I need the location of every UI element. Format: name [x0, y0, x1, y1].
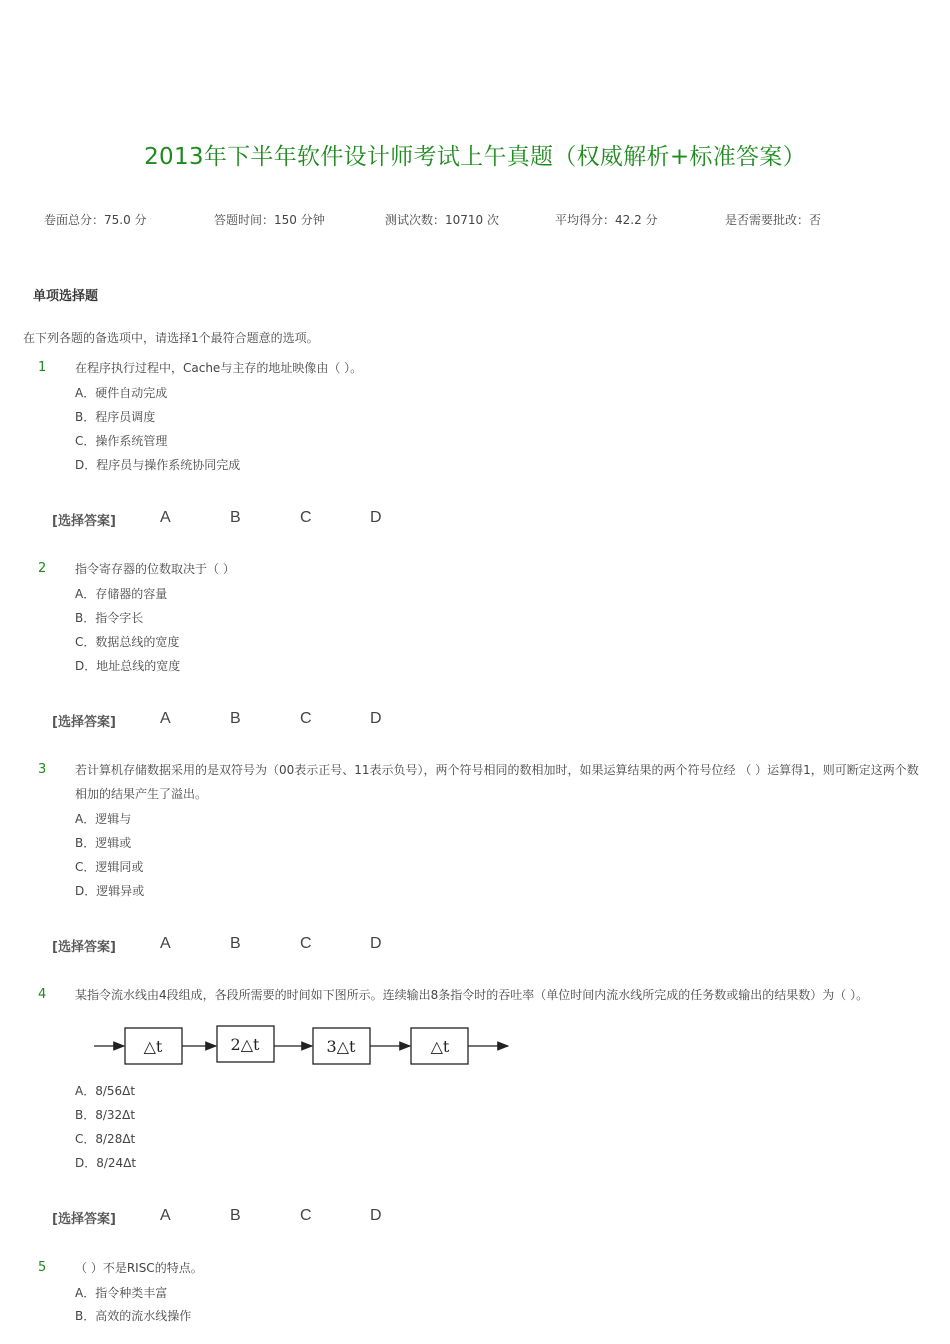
- answer-option-c[interactable]: C: [300, 1207, 312, 1224]
- question-text: 指令寄存器的位数取决于（ ）: [75, 562, 235, 576]
- answer-option-c[interactable]: C: [300, 710, 312, 727]
- option-c: C．操作系统管理: [75, 434, 168, 448]
- answer-label: [选择答案]: [52, 514, 116, 529]
- answer-option-d[interactable]: D: [370, 935, 382, 952]
- answer-option-b[interactable]: B: [230, 710, 241, 727]
- option-b: B．高效的流水线操作: [75, 1309, 192, 1323]
- option-c: C．数据总线的宽度: [75, 635, 180, 649]
- answer-option-b[interactable]: B: [230, 509, 241, 526]
- option-b: B．程序员调度: [75, 410, 156, 424]
- answer-option-b[interactable]: B: [230, 1207, 241, 1224]
- pipeline-stage-label: △t: [143, 1037, 163, 1056]
- answer-option-c[interactable]: C: [300, 509, 312, 526]
- answer-option-a[interactable]: A: [160, 710, 171, 727]
- option-d: D．逻辑异或: [75, 884, 145, 898]
- answer-option-d[interactable]: D: [370, 509, 382, 526]
- answer-label: [选择答案]: [52, 715, 116, 730]
- option-c: C．逻辑同或: [75, 860, 144, 874]
- pipeline-diagram: [90, 1022, 520, 1072]
- answer-option-a[interactable]: A: [160, 935, 171, 952]
- answer-option-d[interactable]: D: [370, 1207, 382, 1224]
- answer-row: [52, 1208, 552, 1228]
- answer-label: [选择答案]: [52, 940, 116, 955]
- answer-row: [52, 510, 552, 530]
- option-b: B．逻辑或: [75, 836, 132, 850]
- option-b: B．指令字长: [75, 611, 144, 625]
- option-a: A．8/56Δt: [75, 1084, 136, 1098]
- option-d: D．地址总线的宽度: [75, 659, 181, 673]
- option-a: A．存储器的容量: [75, 587, 168, 601]
- question-text: 若计算机存储数据采用的是双符号为（00表示正号、11表示负号），两个符号相同的数相加时，如果运算结果的两个符号位经 （ ）运算得1，则可断定这两个数相加的结果产生了溢出。: [75, 763, 919, 801]
- option-b: B．8/32Δt: [75, 1108, 136, 1122]
- answer-option-b[interactable]: B: [230, 935, 241, 952]
- option-a: A．指令种类丰富: [75, 1286, 168, 1300]
- answer-row: [52, 711, 552, 731]
- answer-option-a[interactable]: A: [160, 509, 171, 526]
- answer-option-a[interactable]: A: [160, 1207, 171, 1224]
- option-c: C．8/28Δt: [75, 1132, 136, 1146]
- exam-time: 答题时间：150 分钟: [214, 213, 325, 227]
- option-a: A．硬件自动完成: [75, 386, 168, 400]
- option-d: D．程序员与操作系统协同完成: [75, 458, 241, 472]
- option-a: A．逻辑与: [75, 812, 132, 826]
- pipeline-stage-label: △t: [430, 1037, 450, 1056]
- answer-option-d[interactable]: D: [370, 710, 382, 727]
- question-number: 3: [38, 762, 47, 777]
- answer-row: [52, 936, 552, 956]
- question-text: （ ）不是RISC的特点。: [75, 1261, 203, 1275]
- question-number: 1: [38, 360, 47, 375]
- pipeline-stage-label: 2△t: [230, 1035, 260, 1054]
- review-status: 是否需要批改：否: [725, 213, 822, 227]
- total-score: 卷面总分：75.0 分: [44, 213, 147, 227]
- question-text: 在程序执行过程中，Cache与主存的地址映像由（ ）。: [75, 361, 363, 375]
- question-text: 某指令流水线由4段组成，各段所需要的时间如下图所示。连续输出8条指令时的吞吐率（单位时间内流水线所完成的任务数或输出的结果数）为（ ）。: [75, 988, 869, 1002]
- answer-label: [选择答案]: [52, 1212, 116, 1227]
- section-instruction: 在下列各题的备选项中，请选择1个最符合题意的选项。: [23, 331, 319, 345]
- section-title: 单项选择题: [33, 289, 99, 304]
- attempt-count: 测试次数：10710 次: [385, 213, 499, 227]
- answer-option-c[interactable]: C: [300, 935, 312, 952]
- option-d: D．8/24Δt: [75, 1156, 137, 1170]
- page-title: 2013年下半年软件设计师考试上午真题（权威解析+标准答案）: [144, 144, 806, 170]
- question-number: 4: [38, 987, 47, 1002]
- average-score: 平均得分：42.2 分: [555, 213, 658, 227]
- pipeline-stage-label: 3△t: [326, 1037, 356, 1056]
- question-number: 5: [38, 1260, 47, 1275]
- question-number: 2: [38, 561, 47, 576]
